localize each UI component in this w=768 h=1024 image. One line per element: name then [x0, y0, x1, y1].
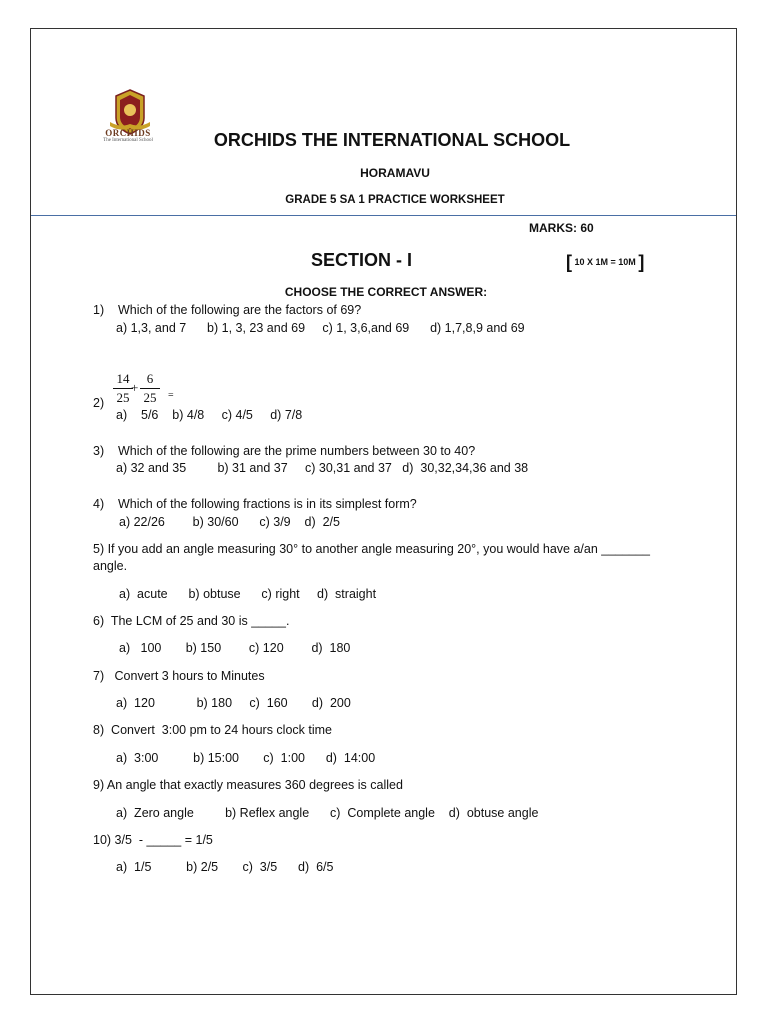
bracket-open: [ [566, 252, 572, 272]
question-8-options: a) 3:00 b) 15:00 c) 1:00 d) 14:00 [116, 751, 376, 765]
bracket-close: ] [638, 252, 645, 272]
fraction-2-denominator: 25 [143, 390, 157, 405]
section-instruction: CHOOSE THE CORRECT ANSWER: [284, 285, 488, 299]
fraction-2-numerator: 6 [146, 371, 154, 386]
question-10: 10) 3/5 - _____ = 1/5 [93, 833, 213, 847]
question-8: 8) Convert 3:00 pm to 24 hours clock time [93, 723, 332, 737]
question-7: 7) Convert 3 hours to Minutes [93, 669, 265, 683]
question-4-options: a) 22/26 b) 30/60 c) 3/9 d) 2/5 [119, 515, 340, 529]
worksheet-title: GRADE 5 SA 1 PRACTICE WORKSHEET [285, 194, 505, 206]
fraction-1-bar [113, 388, 133, 389]
plus-sign: + [131, 380, 139, 395]
question-5-options: a) acute b) obtuse c) right d) straight [119, 587, 377, 601]
fraction-1-denominator: 25 [116, 390, 130, 405]
logo-wordmark: ORCHIDS [105, 128, 151, 138]
fraction-2 [140, 371, 160, 406]
question-2-expression [113, 371, 183, 411]
logo-subtext: The International School [103, 138, 153, 143]
question-3-options: a) 32 and 35 b) 31 and 37 c) 30,31 and 37 d) 30,32,34,36 and 38 [116, 461, 529, 475]
section-title: SECTION - I [311, 250, 413, 270]
question-9: 9) An angle that exactly measures 360 degrees is called [93, 778, 403, 792]
fraction-1 [113, 371, 133, 406]
question-1: 1) Which of the following are the factors of 69? [93, 303, 362, 317]
question-5: 5) If you add an angle measuring 30° to another angle measuring 20°, you would have a/an _______ [93, 542, 650, 556]
question-2-options: a) 5/6 b) 4/8 c) 4/5 d) 7/8 [116, 408, 303, 422]
section-marks [566, 252, 644, 273]
section-marks-text: 10 X 1M = 10M [574, 257, 636, 267]
question-6: 6) The LCM of 25 and 30 is _____. [93, 614, 290, 628]
question-4: 4) Which of the following fractions is in its simplest form? [93, 497, 417, 511]
equals-sign: = [168, 390, 174, 401]
header-divider [31, 215, 736, 216]
question-9-options: a) Zero angle b) Reflex angle c) Complete angle d) obtuse angle [116, 806, 539, 820]
question-1-options: a) 1,3, and 7 b) 1, 3, 23 and 69 c) 1, 3,6,and 69 d) 1,7,8,9 and 69 [116, 321, 525, 335]
fraction-1-numerator: 14 [116, 371, 130, 386]
question-5-continued: angle. [93, 559, 128, 573]
branch-name: HORAMAVU [360, 166, 430, 180]
question-2: 2) [93, 396, 105, 410]
question-6-options: a) 100 b) 150 c) 120 d) 180 [119, 641, 351, 655]
fraction-2-bar [140, 388, 160, 389]
question-7-options: a) 120 b) 180 c) 160 d) 200 [116, 696, 351, 710]
total-marks: MARKS: 60 [529, 221, 594, 235]
school-name: ORCHIDS THE INTERNATIONAL SCHOOL [213, 130, 571, 150]
question-3: 3) Which of the following are the prime numbers between 30 to 40? [93, 444, 476, 458]
question-10-options: a) 1/5 b) 2/5 c) 3/5 d) 6/5 [116, 860, 334, 874]
